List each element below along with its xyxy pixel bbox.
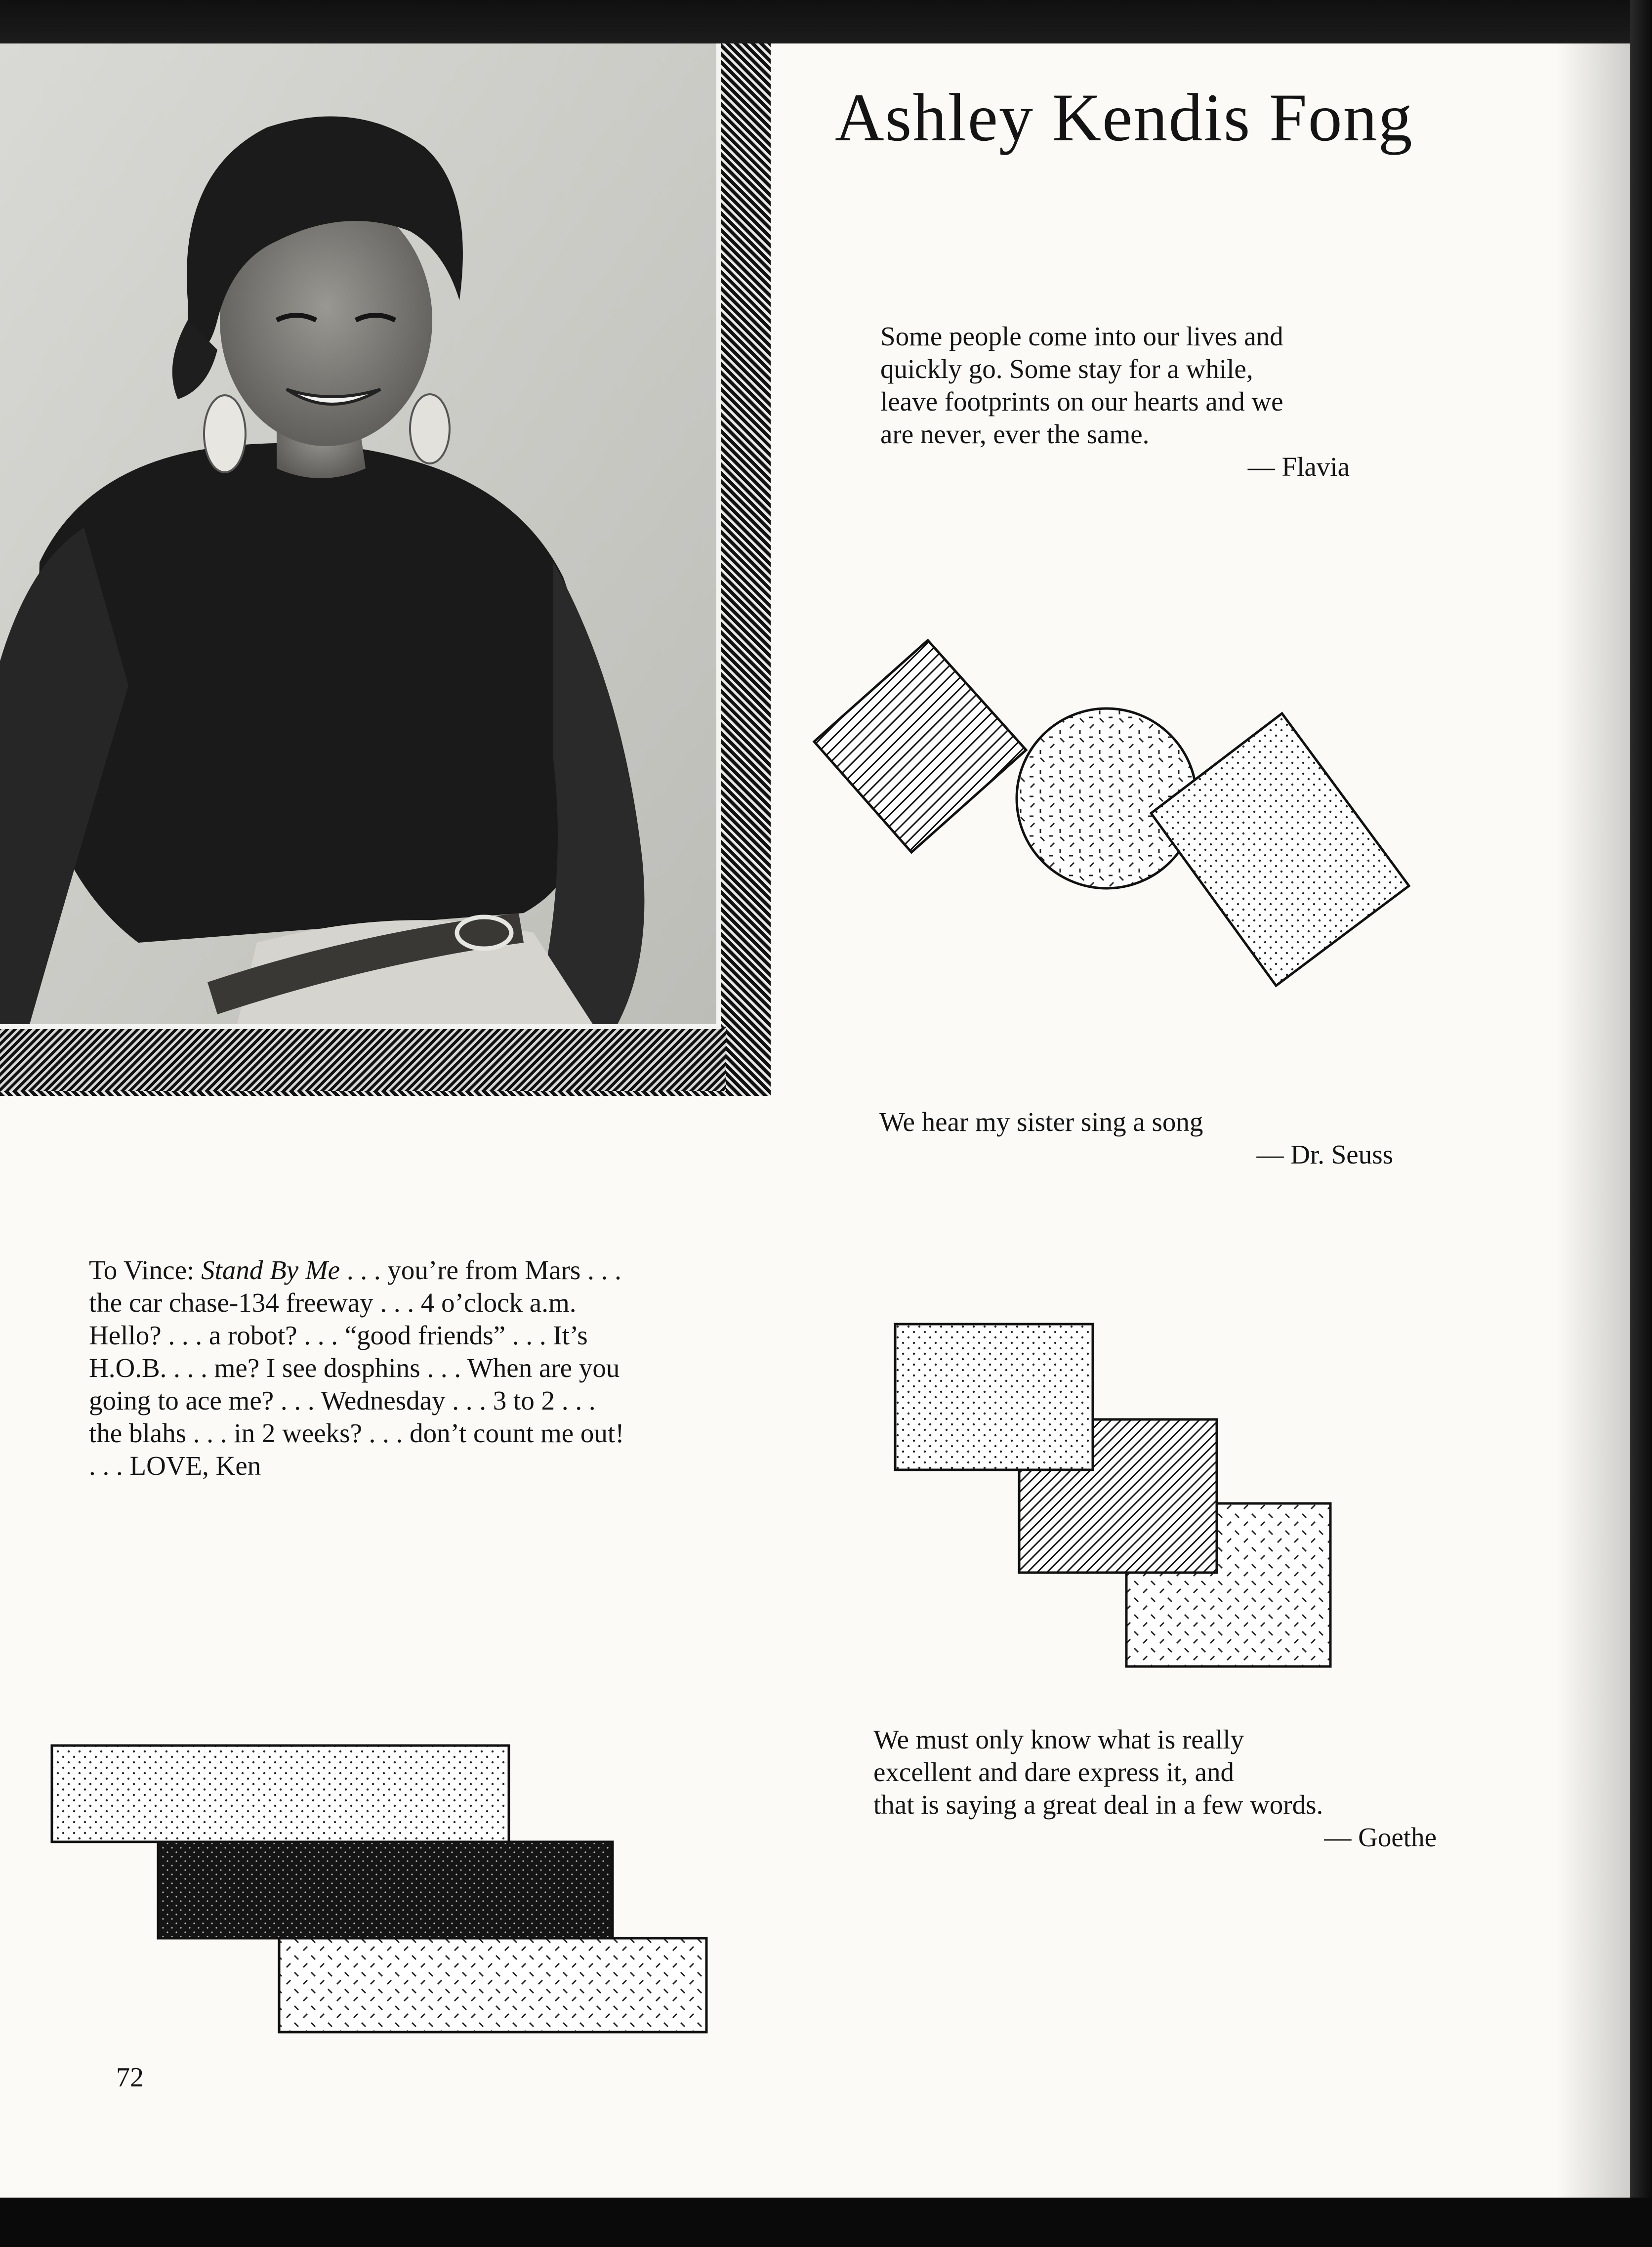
dotted-rectangle xyxy=(895,1324,1093,1470)
dedication-message xyxy=(89,1254,731,1482)
yearbook-page xyxy=(0,43,1630,2198)
dedication-line: the blahs . . . in 2 weeks? . . . don’t count me out! xyxy=(89,1418,624,1448)
dotted-bar xyxy=(52,1746,509,1842)
student-name-title: Ashley Kendis Fong xyxy=(835,80,1413,155)
quote-attribution: — Goethe xyxy=(1324,1822,1437,1852)
quote-flavia xyxy=(880,320,1350,483)
decorative-shapes-cluster-3 xyxy=(49,1743,716,2039)
portrait-illustration xyxy=(0,43,716,1024)
quote-line: We must only know what is really xyxy=(873,1724,1244,1754)
photo-frame-bottom-band xyxy=(0,1027,726,1091)
quote-line: Some people come into our lives and xyxy=(880,321,1283,351)
dedication-lead-rest: . . . you’re from Mars . . . xyxy=(340,1255,621,1285)
scan-edge-bottom xyxy=(0,2198,1652,2247)
quote-line: excellent and dare express it, and xyxy=(873,1757,1234,1787)
quote-attribution: — Dr. Seuss xyxy=(1256,1139,1393,1169)
quote-dr-seuss xyxy=(879,1106,1393,1171)
quote-attribution: — Flavia xyxy=(1247,452,1350,482)
dedication-line: H.O.B. . . . me? I see dosphins . . . When are you xyxy=(89,1353,620,1383)
gutter-shadow xyxy=(1556,43,1630,2198)
dotted-rectangle xyxy=(1151,713,1409,986)
striped-rectangle xyxy=(814,640,1026,852)
dedication-line: Hello? . . . a robot? . . . “good friends” . . . It’s xyxy=(89,1320,588,1350)
dark-bar xyxy=(158,1842,613,1938)
quote-line: leave footprints on our hearts and we xyxy=(880,386,1283,416)
student-portrait-photo xyxy=(0,43,721,1029)
page-number: 72 xyxy=(116,2062,144,2093)
quote-line: We hear my sister sing a song xyxy=(879,1107,1203,1137)
quote-goethe xyxy=(873,1723,1437,1854)
dedication-line: the car chase-134 freeway . . . 4 o’clock a.m. xyxy=(89,1288,577,1318)
decorative-shapes-cluster-2 xyxy=(889,1318,1339,1674)
quote-line: that is saying a great deal in a few words. xyxy=(873,1789,1323,1820)
dedication-lead: To Vince: xyxy=(89,1255,202,1285)
dedication-line: . . . LOVE, Ken xyxy=(89,1451,261,1481)
scan-edge-right xyxy=(1630,0,1652,2247)
quote-line: quickly go. Some stay for a while, xyxy=(880,354,1253,384)
ticked-bar xyxy=(279,1938,706,2032)
dedication-line: going to ace me? . . . Wednesday . . . 3 to 2 . . . xyxy=(89,1385,596,1415)
dedication-movie-title: Stand By Me xyxy=(201,1255,340,1285)
dedication-line-1 xyxy=(89,1254,731,1287)
quote-line: are never, ever the same. xyxy=(880,419,1150,449)
scan-edge-top xyxy=(0,0,1652,43)
decorative-shapes-cluster-1 xyxy=(800,597,1433,1002)
